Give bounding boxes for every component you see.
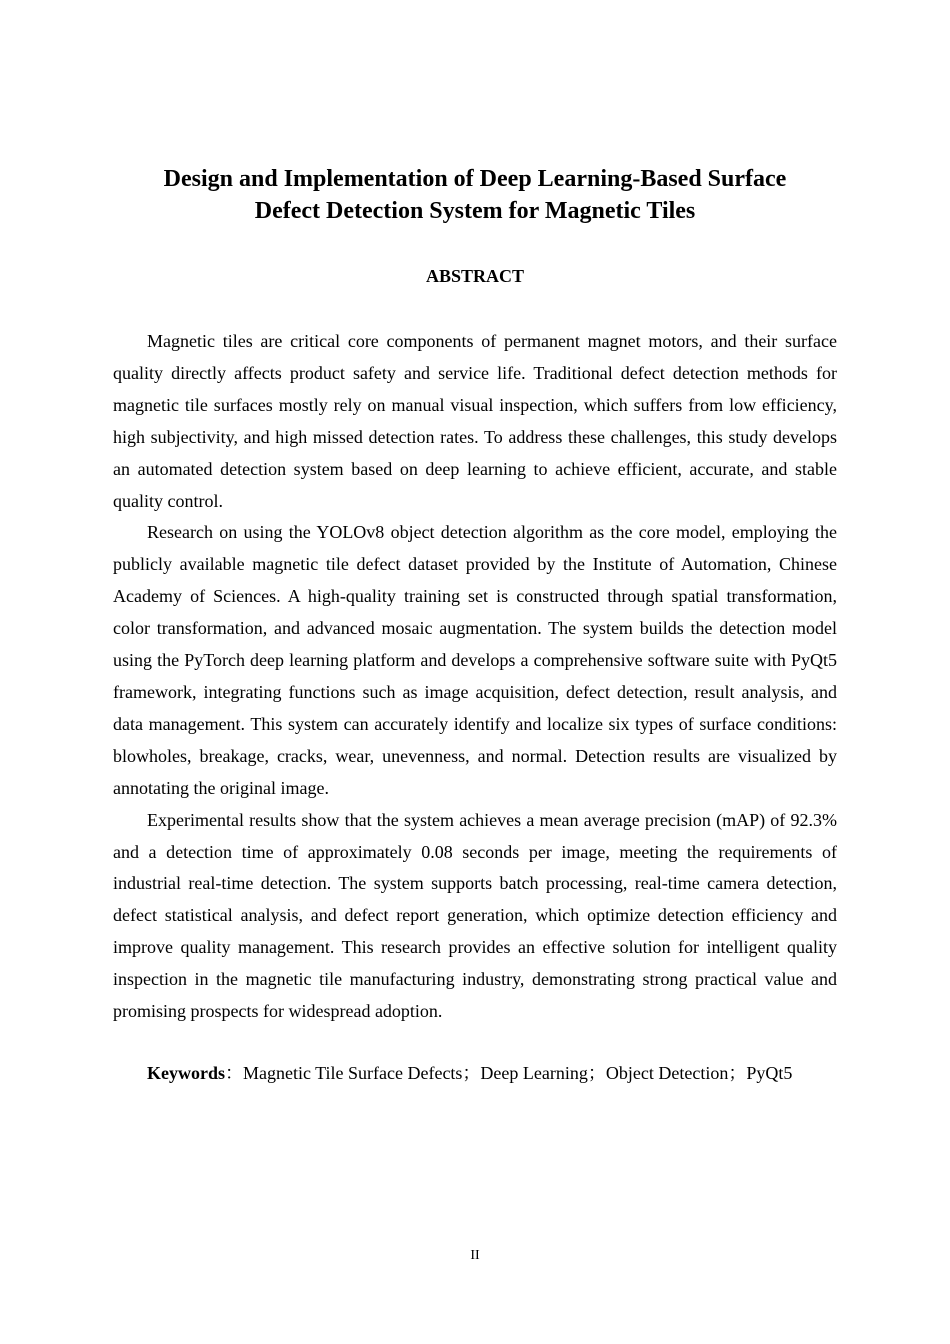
abstract-paragraph-3: Experimental results show that the system achieves a mean average precision (mAP) of 92.3% and a detection time of approximately 0.08 seconds per image, meeting the requirements of industrial real-time detection. The system supports batch processing, real-time camera detection, defect statistical analysis, and defect report generation, which optimize detection efficiency and improve quality management. This research provides an effective solution for intelligent quality inspection in the magnetic tile manufacturing industry, demonstrating strong practical value and promising prospects for widespread adoption. <box>113 809 837 1022</box>
keywords-separator: ： <box>225 1063 243 1083</box>
keywords-line <box>113 1058 837 1090</box>
page-number: II <box>470 1248 480 1263</box>
abstract-paragraph-2: Research on using the YOLOv8 object detection algorithm as the core model, employing the publicly available magnetic tile defect dataset provided by the Institute of Automation, Chinese Academy of Sciences. A high-quality training set is constructed through spatial transformation, color transformation, and advanced mosaic augmentation. The system builds the detection model using the PyTorch deep learning platform and develops a comprehensive software suite with PyQt5 framework, integrating functions such as image acquisition, defect detection, result analysis, and data management. This system can accurately identify and localize six types of surface conditions: blowholes, breakage, cracks, wear, unevenness, and normal. Detection results are visualized by annotating the original image. <box>113 522 837 798</box>
paper-title-line-1: Design and Implementation of Deep Learning-Based Surface <box>163 166 787 192</box>
paper-title <box>113 163 837 227</box>
abstract-paragraph-1: Magnetic tiles are critical core components of permanent magnet motors, and their surface quality directly affects product safety and service life. Traditional defect detection methods for magnetic tile surfaces mostly rely on manual visual inspection, which suffers from low efficiency, high subjectivity, and high missed detection rates. To address these challenges, this study develops an automated detection system based on deep learning to achieve efficient, accurate, and stable quality control. <box>113 331 837 511</box>
keywords-label: Keywords <box>147 1063 225 1083</box>
abstract-body <box>113 326 837 1028</box>
keywords-items: Magnetic Tile Surface Defects；Deep Learning；Object Detection；PyQt5 <box>243 1063 793 1083</box>
paper-title-line-2: Defect Detection System for Magnetic Tiles <box>254 198 696 224</box>
abstract-heading: ABSTRACT <box>425 266 525 286</box>
